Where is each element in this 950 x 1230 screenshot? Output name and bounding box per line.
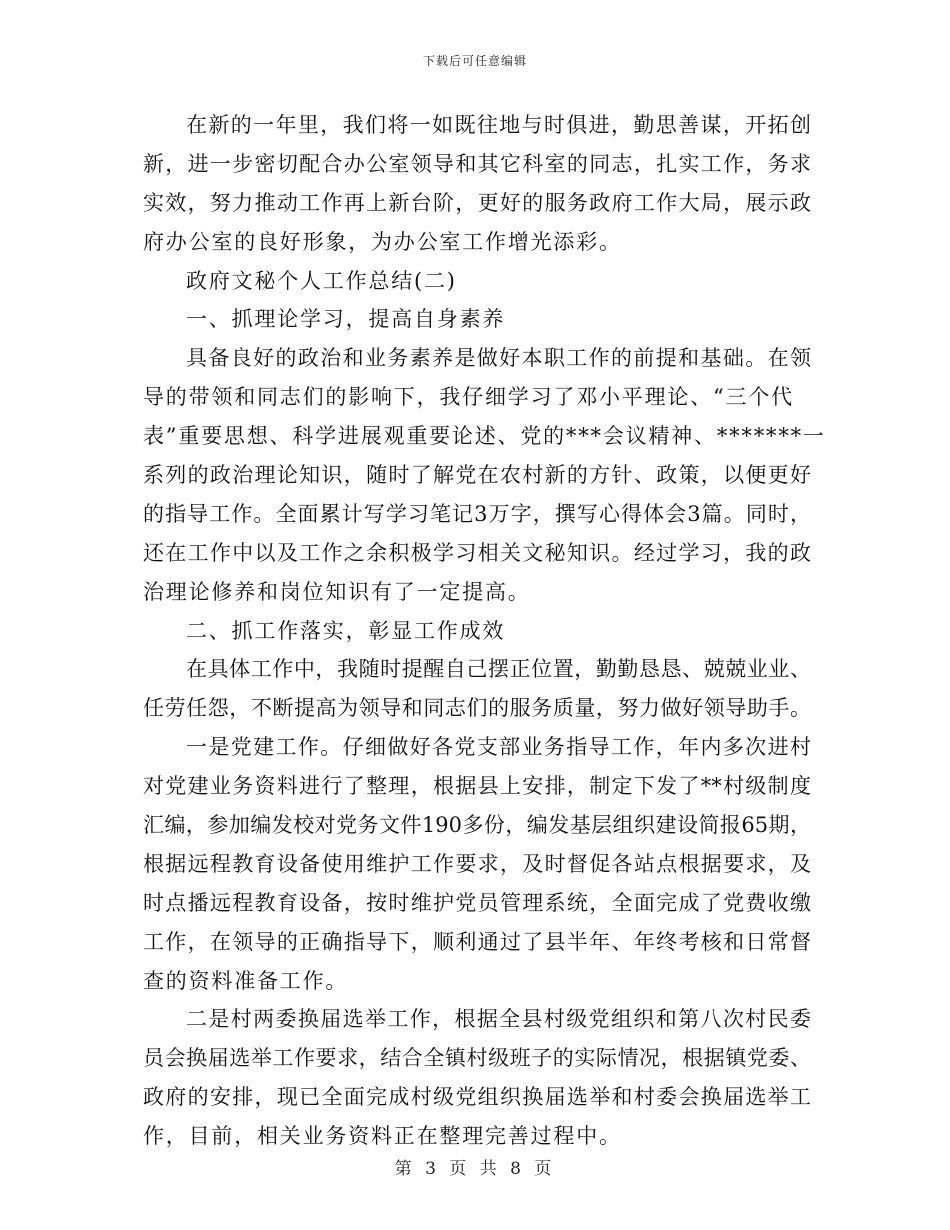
text-line: 根据远程教育设备使用维护工作要求，及时督促各站点根据要求，及: [143, 851, 811, 876]
text-line: 作，目前，相关业务资料正在整理完善过程中。: [143, 1124, 622, 1149]
text-line: 导的带领和同志们的影响下，我仔细学习了邓小平理论、“三个代: [143, 385, 794, 410]
text-line: 新，进一步密切配合办公室领导和其它科室的同志，扎实工作，务求: [143, 151, 811, 176]
text-line: 政府文秘个人工作总结(二): [186, 268, 457, 293]
text-line: 政府的安排，现已全面完成村级党组织换届选举和村委会换届选举工: [143, 1085, 811, 1110]
page-header-note: 下载后可任意编辑: [422, 54, 527, 68]
text-line: 查的资料准备工作。: [143, 968, 349, 993]
text-line: 工作，在领导的正确指导下，顺利通过了县半年、年终考核和日常督: [143, 929, 811, 954]
text-line: 一、抓理论学习，提高自身素养: [186, 307, 506, 332]
text-line: 二是村两委换届选举工作，根据全县村级党组织和第八次村民委: [186, 1007, 811, 1032]
text-line: 任劳任怨，不断提高为领导和同志们的服务质量，努力做好领导助手。: [143, 696, 811, 721]
text-line: 汇编，参加编发校对党务文件190多份，编发基层组织建设简报65期，: [143, 813, 811, 838]
text-line: 还在工作中以及工作之余积极学习相关文秘知识。经过学习，我的政: [143, 540, 811, 565]
text-line: 表”重要思想、科学进展观重要论述、党的***会议精神、*******一: [143, 424, 826, 449]
text-line: 二、抓工作落实，彰显工作成效: [186, 618, 506, 643]
text-line: 在新的一年里，我们将一如既往地与时俱进，勤思善谋，开拓创: [186, 113, 811, 137]
text-line: 一是党建工作。仔细做好各党支部业务指导工作，年内多次进村: [186, 735, 811, 760]
text-line: 的指导工作。全面累计写学习笔记3万字，撰写心得体会3篇。同时，: [143, 501, 811, 526]
text-line: 具备良好的政治和业务素养是做好本职工作的前提和基础。在领: [186, 346, 811, 371]
text-line: 府办公室的良好形象，为办公室工作增光添彩。: [143, 229, 622, 254]
document-body: [143, 106, 826, 1156]
text-line: 治理论修养和岗位知识有了一定提高。: [143, 579, 531, 604]
page-number: 第 3 页 共 8 页: [394, 1159, 556, 1179]
text-line: 系列的政治理论知识，随时了解党在农村新的方针、政策，以便更好: [143, 463, 811, 488]
text-line: 员会换届选举工作要求，结合全镇村级班子的实际情况，根据镇党委、: [143, 1046, 811, 1071]
text-line: 对党建业务资料进行了整理，根据县上安排，制定下发了**村级制度: [143, 774, 811, 799]
text-line: 实效，努力推动工作再上新台阶，更好的服务政府工作大局，展示政: [143, 190, 811, 215]
text-line: 在具体工作中，我随时提醒自己摆正位置，勤勤恳恳、兢兢业业、: [186, 657, 811, 682]
text-line: 时点播远程教育设备，按时维护党员管理系统，全面完成了党费收缴: [143, 890, 811, 915]
